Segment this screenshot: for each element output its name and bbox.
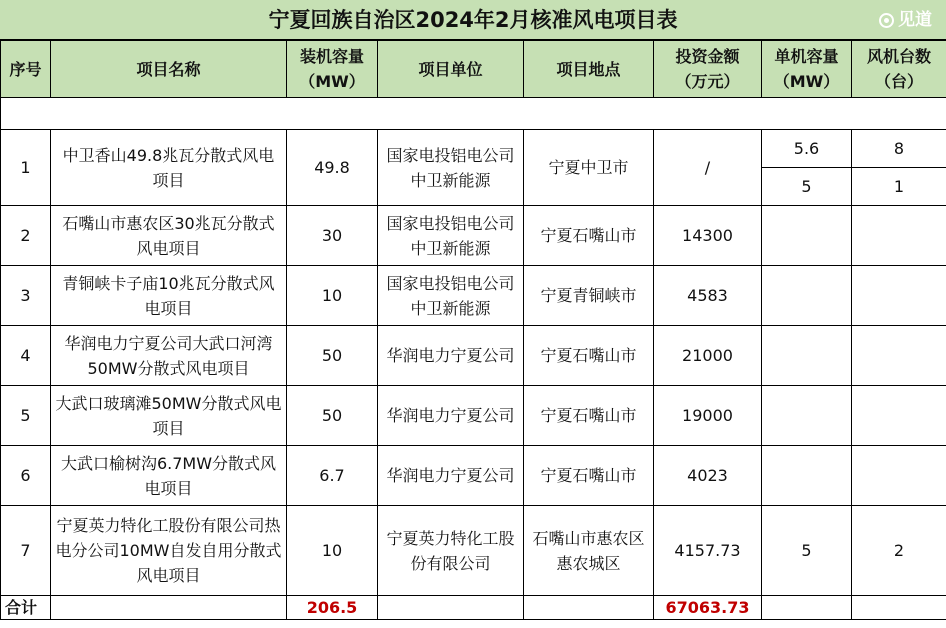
header-unit: 项目单位: [378, 41, 524, 98]
projects-table: [0, 40, 946, 620]
header-unit-capacity: 单机容量 （MW）: [762, 41, 852, 98]
table-row: [1, 386, 946, 446]
cell-capacity: 50: [287, 386, 378, 446]
cell-seq: 4: [1, 326, 51, 386]
cell-capacity: 49.8: [287, 130, 378, 206]
cell-location: 宁夏石嘴山市: [524, 386, 654, 446]
cell-turbines: [852, 326, 946, 386]
cell-seq: 6: [1, 446, 51, 506]
cell-unit: 国家电投铝电公司中卫新能源: [378, 130, 524, 206]
cell-turbines: [852, 386, 946, 446]
cell-unit-capacity: 5: [762, 506, 852, 596]
cell-seq: 3: [1, 266, 51, 326]
cell-location: 石嘴山市惠农区惠农城区: [524, 506, 654, 596]
cell-investment: 14300: [654, 206, 762, 266]
cell-name: 青铜峡卡子庙10兆瓦分散式风电项目: [51, 266, 287, 326]
cell-unit: 华润电力宁夏公司: [378, 326, 524, 386]
table-row: [1, 446, 946, 506]
total-empty: [762, 596, 852, 620]
cell-seq: 7: [1, 506, 51, 596]
cell-capacity: 50: [287, 326, 378, 386]
cell-unit-capacity: [762, 326, 852, 386]
total-row: [1, 596, 946, 620]
cell-name: 石嘴山市惠农区30兆瓦分散式风电项目: [51, 206, 287, 266]
cell-turbines: [852, 206, 946, 266]
cell-unit-capacity: 5.6: [762, 130, 852, 168]
table-row: [1, 206, 946, 266]
cell-name: 宁夏英力特化工股份有限公司热电分公司10MW自发自用分散式风电项目: [51, 506, 287, 596]
cell-name: 大武口玻璃滩50MW分散式风电项目: [51, 386, 287, 446]
cell-capacity: 6.7: [287, 446, 378, 506]
cell-unit-capacity: [762, 206, 852, 266]
cell-unit: 华润电力宁夏公司: [378, 446, 524, 506]
cell-unit-capacity: [762, 386, 852, 446]
header-turbines: 风机台数 （台）: [852, 41, 946, 98]
total-empty: [524, 596, 654, 620]
cell-name: 华润电力宁夏公司大武口河湾50MW分散式风电项目: [51, 326, 287, 386]
blank-cell: [1, 98, 946, 130]
cell-investment: 4023: [654, 446, 762, 506]
cell-turbines: 2: [852, 506, 946, 596]
cell-location: 宁夏石嘴山市: [524, 446, 654, 506]
cell-location: 宁夏石嘴山市: [524, 206, 654, 266]
cell-capacity: 30: [287, 206, 378, 266]
cell-turbines: [852, 266, 946, 326]
cell-turbines: 1: [852, 168, 946, 206]
cell-location: 宁夏石嘴山市: [524, 326, 654, 386]
total-investment: 67063.73: [654, 596, 762, 620]
cell-unit-capacity: 5: [762, 168, 852, 206]
cell-unit: 宁夏英力特化工股份有限公司: [378, 506, 524, 596]
cell-unit: 国家电投铝电公司中卫新能源: [378, 206, 524, 266]
header-investment: 投资金额 （万元）: [654, 41, 762, 98]
total-empty: [378, 596, 524, 620]
cell-unit: 华润电力宁夏公司: [378, 386, 524, 446]
watermark-logo-icon: [879, 13, 894, 28]
title-bar: [0, 0, 946, 40]
cell-capacity: 10: [287, 266, 378, 326]
cell-capacity: 10: [287, 506, 378, 596]
table-row: [1, 266, 946, 326]
header-row: [1, 41, 946, 98]
total-capacity: 206.5: [287, 596, 378, 620]
cell-location: 宁夏中卫市: [524, 130, 654, 206]
watermark-text: 见道: [898, 10, 932, 30]
cell-investment: 21000: [654, 326, 762, 386]
table-row: [1, 506, 946, 596]
cell-investment: /: [654, 130, 762, 206]
cell-unit: 国家电投铝电公司中卫新能源: [378, 266, 524, 326]
total-empty: [852, 596, 946, 620]
cell-investment: 19000: [654, 386, 762, 446]
total-empty: [51, 596, 287, 620]
blank-row: [1, 98, 946, 130]
cell-seq: 2: [1, 206, 51, 266]
cell-name: 中卫香山49.8兆瓦分散式风电项目: [51, 130, 287, 206]
cell-name: 大武口榆树沟6.7MW分散式风电项目: [51, 446, 287, 506]
watermark: [879, 0, 932, 40]
cell-investment: 4157.73: [654, 506, 762, 596]
header-capacity: 装机容量 （MW）: [287, 41, 378, 98]
cell-unit-capacity: [762, 266, 852, 326]
header-location: 项目地点: [524, 41, 654, 98]
header-name: 项目名称: [51, 41, 287, 98]
total-label: 合计: [1, 596, 51, 620]
table-title: 宁夏回族自治区2024年2月核准风电项目表: [268, 8, 678, 32]
cell-turbines: 8: [852, 130, 946, 168]
cell-location: 宁夏青铜峡市: [524, 266, 654, 326]
cell-seq: 5: [1, 386, 51, 446]
cell-seq: 1: [1, 130, 51, 206]
cell-unit-capacity: [762, 446, 852, 506]
table-row: [1, 326, 946, 386]
header-seq: 序号: [1, 41, 51, 98]
table-row: [1, 130, 946, 168]
cell-investment: 4583: [654, 266, 762, 326]
cell-turbines: [852, 446, 946, 506]
